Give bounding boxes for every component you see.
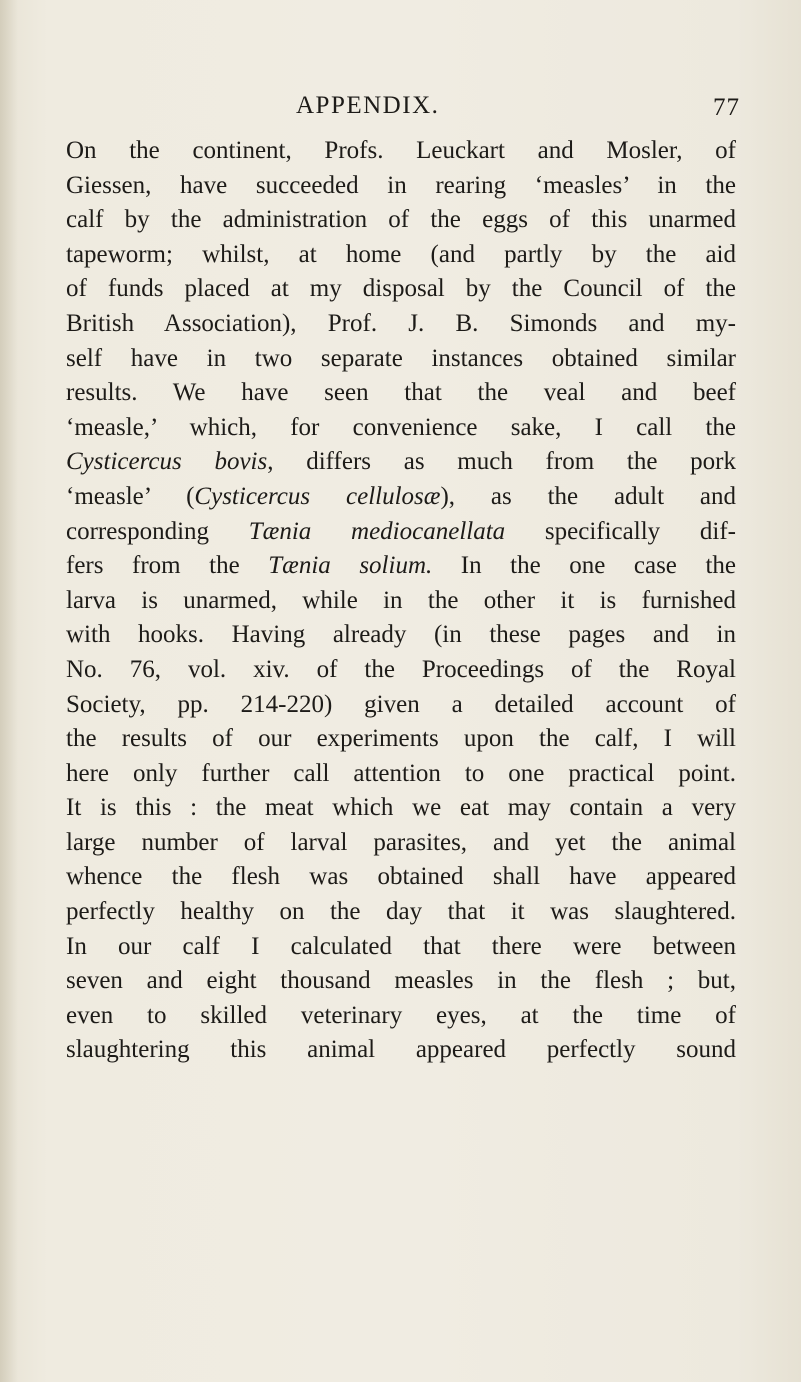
text-line — [66, 584, 736, 619]
page-header — [0, 92, 801, 126]
text-line — [66, 1033, 736, 1068]
text-segment: Society, pp. 214-220) given a detailed account of — [66, 690, 736, 718]
text-segment: self have in two separate instances obtained similar — [66, 344, 736, 372]
italic-text-segment: Tænia mediocanellata — [248, 517, 506, 545]
text-segment: here only further call attention to one practical point. — [66, 759, 736, 787]
text-line — [66, 549, 736, 584]
text-line — [66, 307, 736, 342]
text-segment: fers from the — [66, 552, 269, 580]
text-line — [66, 376, 736, 411]
text-line — [66, 860, 736, 895]
text-segment: whence the flesh was obtained shall have appeared — [66, 863, 736, 891]
text-line — [66, 999, 736, 1034]
text-segment: the results of our experiments upon the calf, I will — [66, 725, 736, 753]
text-segment: British Association), Prof. J. B. Simonds and my- — [66, 309, 736, 337]
text-line — [66, 272, 736, 307]
text-segment: ‘measle,’ which, for convenience sake, I call the — [66, 413, 736, 441]
text-segment: with hooks. Having already (in these pages and in — [66, 621, 736, 649]
text-segment: tapeworm; whilst, at home (and partly by the aid — [66, 240, 736, 268]
text-line — [66, 134, 736, 169]
text-line — [66, 653, 736, 688]
text-line — [66, 203, 736, 238]
text-line — [66, 826, 736, 861]
text-line — [66, 411, 736, 446]
text-segment: of funds placed at my disposal by the Council of the — [66, 275, 736, 303]
text-segment: results. We have seen that the veal and beef — [66, 379, 736, 407]
text-segment: even to skilled veterinary eyes, at the time of — [66, 1001, 736, 1029]
text-segment: ‘measle’ ( — [66, 482, 195, 510]
text-segment: corresponding — [66, 517, 249, 545]
text-line — [66, 618, 736, 653]
text-segment: No. 76, vol. xiv. of the Proceedings of the Royal — [66, 655, 736, 683]
text-segment: specifically dif- — [505, 517, 736, 545]
text-segment: larva is unarmed, while in the other it is furnished — [66, 586, 736, 614]
text-segment: In our calf I calculated that there were between — [66, 932, 736, 960]
text-segment: perfectly healthy on the day that it was slaughtered. — [66, 898, 736, 926]
text-line — [66, 238, 736, 273]
text-segment: In the one case the — [432, 552, 736, 580]
text-line — [66, 964, 736, 999]
text-line — [66, 515, 736, 550]
text-segment: seven and eight thousand measles in the flesh ; but, — [66, 967, 736, 995]
text-line — [66, 342, 736, 377]
running-head: APPENDIX. — [296, 92, 440, 119]
text-segment: slaughtering this animal appeared perfectly sound — [66, 1036, 736, 1064]
text-line — [66, 930, 736, 965]
text-segment: It is this : the meat which we eat may contain a very — [66, 794, 736, 822]
text-line — [66, 480, 736, 515]
body-text — [66, 134, 736, 1068]
gutter-shadow — [0, 0, 18, 1382]
text-segment: On the continent, Profs. Leuckart and Mosler, of — [66, 137, 736, 164]
text-line — [66, 445, 736, 480]
text-line — [66, 895, 736, 930]
italic-text-segment: Tænia solium. — [268, 552, 433, 580]
text-segment: ), as the adult and — [440, 482, 736, 510]
text-line — [66, 757, 736, 792]
text-segment: large number of larval parasites, and yet the animal — [66, 828, 736, 856]
text-line — [66, 169, 736, 204]
page-number: 77 — [713, 94, 740, 121]
italic-text-segment: Cysticercus cellulosæ — [194, 482, 441, 510]
text-segment: calf by the administration of the eggs of this unarmed — [66, 206, 736, 234]
text-segment: Giessen, have succeeded in rearing ‘measles’ in the — [66, 171, 736, 199]
italic-text-segment: Cysticercus bovis — [66, 448, 268, 476]
text-line — [66, 791, 736, 826]
text-line — [66, 688, 736, 723]
text-line — [66, 722, 736, 757]
text-segment: , differs as much from the pork — [267, 448, 736, 476]
